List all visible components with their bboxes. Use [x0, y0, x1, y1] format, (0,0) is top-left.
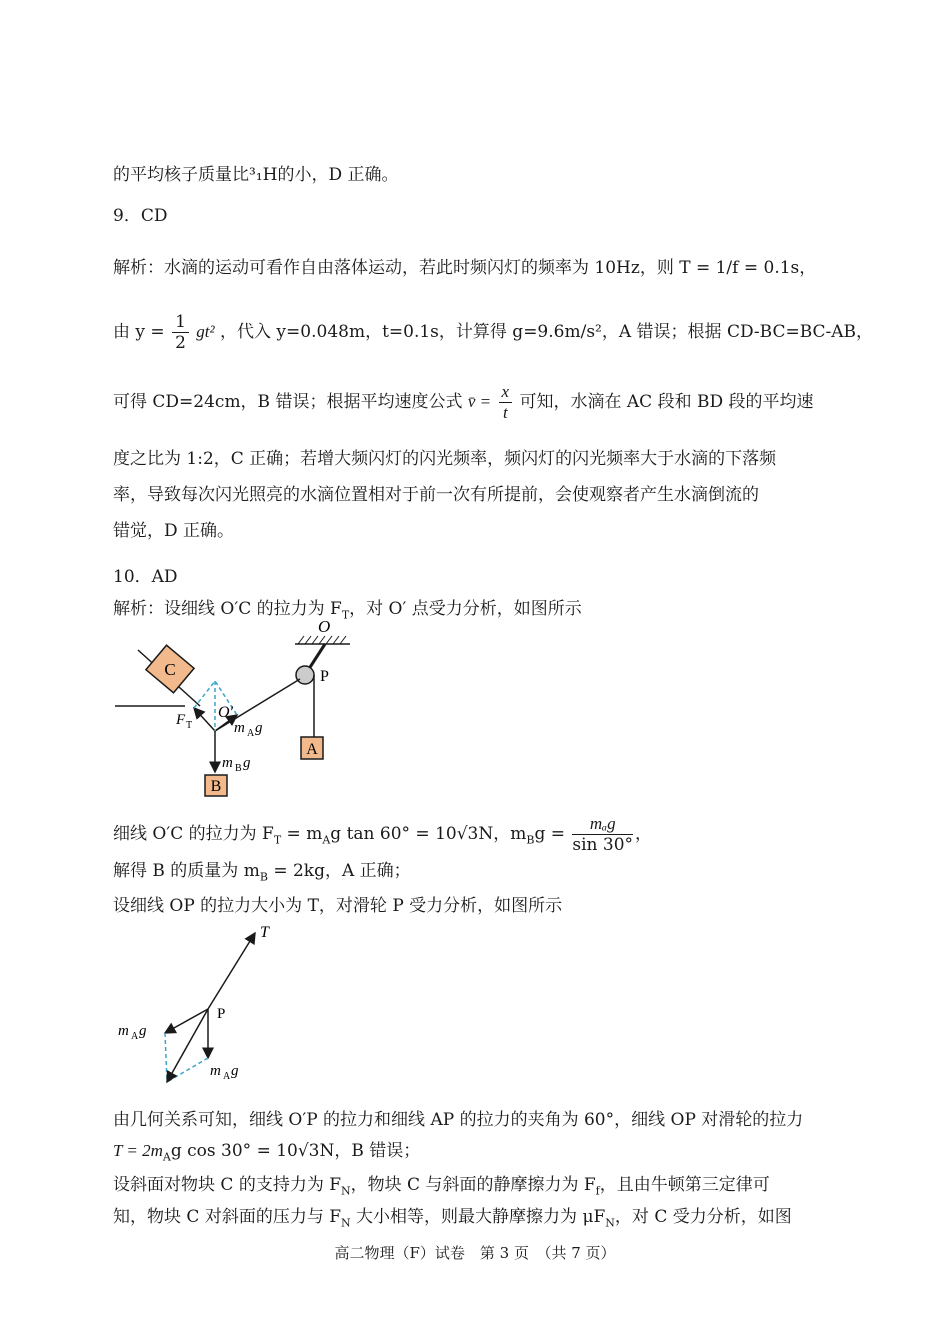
- text-fragment: ，且由牛顿第三定律可: [599, 1175, 770, 1195]
- text-fragment: 知，物块 C 对斜面的压力与 F: [113, 1207, 342, 1227]
- subscript: A: [322, 833, 331, 847]
- label-mag-1: m: [118, 1023, 129, 1039]
- subscript: N: [605, 1216, 615, 1230]
- text-line: 解析：水滴的运动可看作自由落体运动，若此时频闪灯的频率为 10Hz，则 T = 1/f = 0.1s，: [113, 258, 817, 278]
- block-c: [146, 645, 194, 693]
- block-c-label: C: [164, 660, 176, 679]
- text-line: 错觉，D 正确。: [113, 521, 235, 541]
- text-line: 的平均核子质量比³₁H的小，D 正确。: [113, 165, 399, 185]
- label-o-prime: O′: [218, 704, 234, 721]
- page-footer: 高二物理（F）试卷 第 3 页 （共 7 页）: [334, 1244, 616, 1262]
- text-fragment: g tan 60° = 10√3N，m: [330, 824, 527, 844]
- numerator: x: [499, 382, 513, 403]
- question-number: 10．AD: [113, 567, 178, 587]
- subscript: N: [341, 1184, 351, 1198]
- subscript: T: [341, 608, 350, 622]
- label-o: O: [318, 617, 331, 636]
- label-mag-2-sub: A: [223, 1071, 231, 1082]
- text-fragment: 细线 O′C 的拉力为 F: [113, 824, 274, 844]
- fraction: [499, 382, 513, 423]
- block-b-label: B: [210, 778, 222, 795]
- block-a-label: A: [306, 741, 318, 758]
- text-line: 设细线 OP 的拉力大小为 T，对滑轮 P 受力分析，如图所示: [113, 896, 563, 916]
- label-mag-2: m: [210, 1063, 221, 1079]
- fraction: [172, 312, 189, 353]
- denominator: 2: [175, 333, 186, 353]
- subscript: A: [162, 1150, 171, 1164]
- label-p: P: [217, 1006, 226, 1022]
- text-fragment: g =: [534, 824, 571, 844]
- numerator: 1: [172, 312, 189, 333]
- text-fragment: v̄ =: [467, 392, 492, 411]
- label-mbg-g: g: [243, 755, 251, 771]
- text-line: [113, 312, 873, 353]
- label-mbg: m: [222, 755, 233, 771]
- text-line: [113, 1202, 792, 1229]
- text-line: [113, 856, 411, 883]
- text-fragment: 可得 CD=24cm，B 错误；根据平均速度公式: [113, 392, 468, 412]
- text-line: [113, 382, 814, 423]
- label-mag-1-sub: A: [131, 1031, 139, 1042]
- text-line: [113, 1170, 770, 1197]
- text-line: 细线 O′C 的拉力为 $F_T = m_Ag$ tan 60° = 10√3N，$m_Bg$ = $\frac{\text{mₐg}}{\sin 30^\circ}$ ，: [113, 814, 653, 855]
- force-diagram-1: [110, 615, 370, 800]
- label-ft-sub: T: [186, 720, 193, 731]
- subscript: B: [526, 833, 535, 847]
- label-mag: m: [234, 720, 245, 736]
- text-fragment: ，代入 y=0.048m，t=0.1s，计算得 g=9.6m/s²，A 错误；根据 CD-BC=BC-AB，: [220, 322, 874, 342]
- subscript: f: [595, 1184, 600, 1198]
- text-line: 由几何关系可知，细线 O′P 的拉力和细线 AP 的拉力的夹角为 60°，细线 OP 对滑轮的拉力: [113, 1110, 804, 1130]
- text-fragment: gt²: [196, 322, 215, 341]
- text-line: [113, 1136, 420, 1163]
- text-fragment: 解得 B 的质量为 m: [113, 861, 260, 881]
- text-fragment: = 2kg，A 正确；: [267, 861, 411, 881]
- label-t: T: [260, 924, 269, 941]
- label-mag-sub: A: [247, 728, 255, 739]
- subscript: B: [259, 870, 268, 884]
- text-fragment: 可知，水滴在 AC 段和 BD 段的平均速: [519, 392, 814, 412]
- text-fragment: g cos 30° = 10√3N，B 错误；: [170, 1141, 421, 1161]
- text-fragment: ，对 C 受力分析，如图: [614, 1207, 792, 1227]
- numerator: mₐg: [572, 814, 633, 835]
- label-mbg-sub: B: [235, 763, 242, 774]
- text-line: 度之比为 1:2，C 正确；若增大频闪灯的闪光频率，频闪灯的闪光频率大于水滴的下落频: [113, 449, 777, 469]
- denominator: t: [502, 403, 508, 422]
- label-mag-2-g: g: [231, 1063, 239, 1079]
- force-diagram-2: [110, 920, 290, 1090]
- text-fragment: ，对 O′ 点受力分析，如图所示: [349, 599, 582, 619]
- subscript: T: [273, 833, 282, 847]
- subscript: N: [341, 1216, 351, 1230]
- text-fragment: 解析：设细线 O′C 的拉力为 F: [113, 599, 342, 619]
- text-fragment: 大小相等，则最大静摩擦力为 μF: [350, 1207, 606, 1227]
- text-fragment: 由 y =: [113, 322, 171, 342]
- text-line: 率，导致每次闪光照亮的水滴位置相对于前一次有所提前，会使观察者产生水滴倒流的: [113, 485, 759, 505]
- text-fragment: 设斜面对物块 C 的支持力为 F: [113, 1175, 342, 1195]
- text-fragment: T = 2m: [113, 1141, 163, 1160]
- label-p: P: [320, 668, 329, 685]
- question-number: 9．CD: [113, 206, 168, 226]
- text-fragment: ，物块 C 与斜面的静摩擦力为 F: [350, 1175, 596, 1195]
- denominator: sin 30°: [572, 835, 634, 855]
- fraction: [572, 814, 633, 855]
- label-mag-g: g: [255, 720, 263, 736]
- label-ft: F: [176, 712, 186, 728]
- text-fragment: = m: [281, 824, 323, 844]
- label-mag-1-g: g: [139, 1023, 147, 1039]
